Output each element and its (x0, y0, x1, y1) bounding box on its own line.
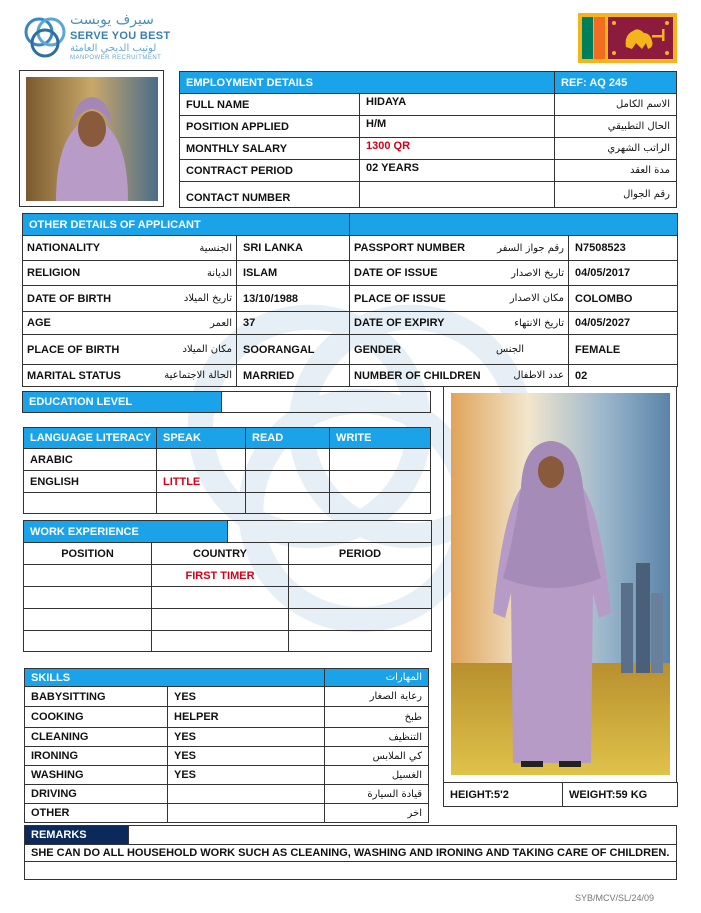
work-position (24, 565, 152, 587)
skill-name: CLEANING (25, 728, 168, 747)
monthly-salary-label: MONTHLY SALARY (180, 138, 360, 160)
skill-name: BABYSITTING (25, 687, 168, 707)
number-of-children-label: NUMBER OF CHILDREN عدد الاطفال (350, 365, 569, 387)
full-name-label-ar: الاسم الكامل (555, 94, 677, 116)
language-name: ARABIC (24, 449, 157, 471)
contact-number-value (360, 182, 555, 208)
work-experience-header: WORK EXPERIENCE (24, 521, 228, 543)
work-country: FIRST TIMER (152, 565, 289, 587)
work-period (289, 609, 432, 631)
number-of-children-value: 02 (569, 365, 678, 387)
place-of-issue-label: PLACE OF ISSUE مكان الاصدار (350, 286, 569, 312)
position-applied-value: H/M (360, 116, 555, 138)
language-read (246, 471, 330, 493)
date-of-issue-value: 04/05/2017 (569, 261, 678, 286)
skill-name: WASHING (25, 766, 168, 785)
language-read (246, 493, 330, 514)
skill-value (168, 785, 325, 804)
other-details-header: OTHER DETAILS OF APPLICANT (23, 214, 350, 236)
date-of-expiry-value: 04/05/2027 (569, 312, 678, 335)
education-level-table (22, 391, 431, 413)
remarks-blank-row (25, 862, 677, 880)
skills-table (24, 668, 429, 823)
work-country (152, 587, 289, 609)
company-logo (22, 10, 172, 64)
logo-arabic-tagline: لوتيب الديجي العامئة (70, 43, 157, 54)
language-name (24, 493, 157, 514)
monthly-salary-label-ar: الراتب الشهري (555, 138, 677, 160)
language-write (330, 449, 431, 471)
skill-value: YES (168, 687, 325, 707)
passport-number-value: N7508523 (569, 236, 678, 261)
reference-number: REF: AQ 245 (555, 72, 677, 94)
language-name: ENGLISH (24, 471, 157, 493)
logo-english-name: SERVE YOU BEST (70, 30, 171, 42)
skill-name-ar: رعاية الصغار (325, 687, 429, 707)
language-literacy-header: LANGUAGE LITERACY (24, 428, 157, 449)
document-code: SYB/MCV/SL/24/09 (575, 893, 655, 903)
skill-name-ar: اخر (325, 804, 429, 823)
position-header: POSITION (24, 543, 152, 565)
education-level-value (222, 392, 431, 413)
language-write (330, 471, 431, 493)
place-of-birth-value: SOORANGAL (237, 335, 350, 365)
skill-value: YES (168, 728, 325, 747)
contact-number-label: CONTACT NUMBER (180, 182, 360, 208)
work-experience-table (23, 520, 432, 652)
skills-header-ar: المهارات (325, 669, 429, 687)
skill-name: DRIVING (25, 785, 168, 804)
employment-details-header: EMPLOYMENT DETAILS (180, 72, 555, 94)
place-of-issue-value: COLOMBO (569, 286, 678, 312)
measurements-table (443, 782, 678, 807)
logo-arabic-name: سيرف يوبست (70, 12, 154, 28)
period-header: PERIOD (289, 543, 432, 565)
work-position (24, 631, 152, 652)
language-literacy-table (23, 427, 431, 514)
date-of-birth-value: 13/10/1988 (237, 286, 350, 312)
place-of-birth-label: PLACE OF BIRTH مكان الميلاد (23, 335, 237, 365)
language-read (246, 449, 330, 471)
skill-name-ar: الغسيل (325, 766, 429, 785)
skill-name-ar: التنظيف (325, 728, 429, 747)
work-country (152, 631, 289, 652)
country-header: COUNTRY (152, 543, 289, 565)
remarks-table (24, 825, 677, 880)
full-name-value: HIDAYA (360, 94, 555, 116)
sri-lanka-flag-icon (578, 13, 677, 63)
education-level-header: EDUCATION LEVEL (23, 392, 222, 413)
skill-value: YES (168, 766, 325, 785)
skill-name: COOKING (25, 707, 168, 728)
religion-value: ISLAM (237, 261, 350, 286)
full-name-label: FULL NAME (180, 94, 360, 116)
contact-number-label-ar: رقم الجوال (555, 182, 677, 208)
read-header: READ (246, 428, 330, 449)
contract-period-value: 02 YEARS (360, 160, 555, 182)
work-country (152, 609, 289, 631)
logo-rings-icon (22, 10, 68, 64)
language-speak: LITTLE (157, 471, 246, 493)
work-experience-header-blank (228, 521, 432, 543)
remarks-header-blank (129, 826, 677, 845)
marital-status-value: MARRIED (237, 365, 350, 387)
full-body-photo (451, 393, 670, 775)
skill-value: YES (168, 747, 325, 766)
work-position (24, 587, 152, 609)
religion-label: RELIGION الديانة (23, 261, 237, 286)
age-label: AGE العمر (23, 312, 237, 335)
remarks-text: SHE CAN DO ALL HOUSEHOLD WORK SUCH AS CLEANING, WASHING AND IRONING AND TAKING CARE OF CHILDREN. (25, 845, 677, 862)
position-applied-label: POSITION APPLIED (180, 116, 360, 138)
employment-details-table (179, 71, 677, 208)
skill-value (168, 804, 325, 823)
work-period (289, 631, 432, 652)
other-details-table (22, 213, 678, 387)
passport-number-label: PASSPORT NUMBER رقم جواز السفر (350, 236, 569, 261)
date-of-expiry-label: DATE OF EXPIRY تاريخ الانتهاء (350, 312, 569, 335)
contract-period-label: CONTRACT PERIOD (180, 160, 360, 182)
nationality-label: NATIONALITY الجنسية (23, 236, 237, 261)
language-speak (157, 449, 246, 471)
gender-value: FEMALE (569, 335, 678, 365)
skill-name-ar: طبخ (325, 707, 429, 728)
logo-subtitle: MANPOWER RECRUITMENT (70, 55, 162, 61)
skill-name: IRONING (25, 747, 168, 766)
remarks-header: REMARKS (25, 826, 129, 845)
other-details-header-blank (350, 214, 678, 236)
work-position (24, 609, 152, 631)
work-period (289, 587, 432, 609)
height-value: HEIGHT:5'2 (444, 783, 563, 807)
monthly-salary-value: 1300 QR (360, 138, 555, 160)
skill-name-ar: كي الملابس (325, 747, 429, 766)
work-period (289, 565, 432, 587)
position-applied-label-ar: الحال التطبيقي (555, 116, 677, 138)
skill-name: OTHER (25, 804, 168, 823)
date-of-issue-label: DATE OF ISSUE تاريخ الاصدار (350, 261, 569, 286)
weight-value: WEIGHT:59 KG (563, 783, 678, 807)
passport-photo (26, 77, 158, 201)
contract-period-label-ar: مدة العقد (555, 160, 677, 182)
gender-label: GENDER الجنس (350, 335, 569, 365)
skills-header: SKILLS (25, 669, 325, 687)
speak-header: SPEAK (157, 428, 246, 449)
skill-name-ar: قيادة السيارة (325, 785, 429, 804)
language-speak (157, 493, 246, 514)
marital-status-label: MARITAL STATUS الحالة الاجتماعية (23, 365, 237, 387)
language-write (330, 493, 431, 514)
write-header: WRITE (330, 428, 431, 449)
age-value: 37 (237, 312, 350, 335)
date-of-birth-label: DATE OF BIRTH تاريخ الميلاد (23, 286, 237, 312)
nationality-value: SRI LANKA (237, 236, 350, 261)
skill-value: HELPER (168, 707, 325, 728)
